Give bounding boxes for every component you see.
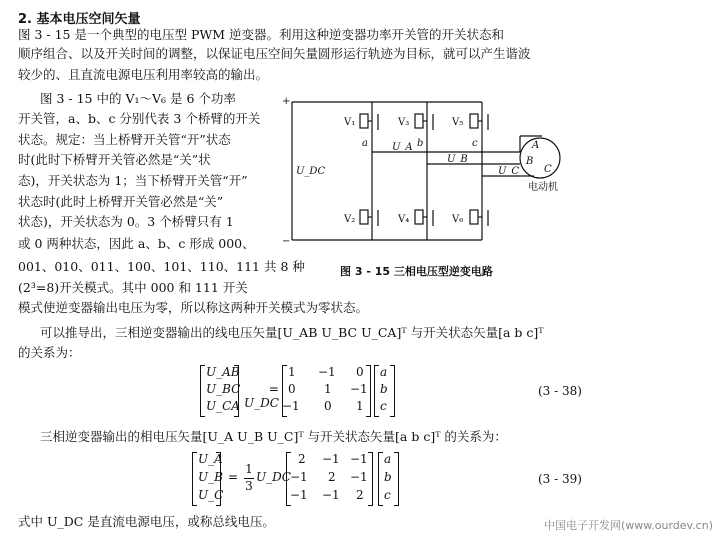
intro-line-3: 较少的、且直流电源电压利用率较高的输出。 <box>18 67 269 82</box>
eq339-vec-b: b <box>384 470 392 484</box>
eq338-m13: 0 <box>356 365 364 379</box>
intro-line-2: 顺序组合、以及开关时间的调整，以保证电压空间矢量圆形运行轨迹为目标，就可以产生谐波 <box>18 46 531 61</box>
a-label: a <box>362 138 368 149</box>
eq338-m11: 1 <box>288 365 296 379</box>
eq338-m23: −1 <box>350 382 368 396</box>
eq338-m21: 0 <box>288 382 296 396</box>
eq339-m21: −1 <box>290 470 308 484</box>
left-line-2: 开关管，a、b、c 分别代表 3 个桥臂的开关 <box>18 111 261 126</box>
section-heading: 2. 基本电压空间矢量 <box>18 12 141 27</box>
mid-line: 三相逆变器输出的相电压矢量[U_A U_B U_C]ᵀ 与开关状态矢量[a b c]ᵀ 的关系为： <box>40 429 507 444</box>
eq339-m31: −1 <box>290 488 308 502</box>
after-line-3: 的关系为： <box>18 345 81 360</box>
v3-label: V₃ <box>398 117 410 128</box>
eq339-number: (3 - 39) <box>538 472 582 486</box>
v4-label: V₄ <box>398 214 410 225</box>
eq339-vec-a: a <box>384 452 392 466</box>
after-line-1: 模式使逆变器输出电压为零，所以称这两种开关模式为零状态。 <box>18 300 369 315</box>
udc-label: U_DC <box>296 166 326 177</box>
eq338-factor: = U_DC <box>244 382 279 410</box>
eq338-m12: −1 <box>318 365 336 379</box>
eq339-lhs-3: U_C <box>198 488 224 502</box>
eq339-lhs-2: U_B <box>198 470 223 484</box>
left-line-10: (2³=8)开关模式。其中 000 和 111 开关 <box>18 280 248 295</box>
intro-line-1: 图 3 - 15 是一个典型的电压型 PWM 逆变器。利用这种逆变器功率开关管的开关状态和 <box>18 27 504 42</box>
minus-label: − <box>282 236 291 247</box>
eq338-lhs-2: U_BC <box>206 382 241 396</box>
eq338-vec-b: b <box>380 382 388 396</box>
v1-label: V₁ <box>344 117 356 128</box>
left-line-8: 或 0 两种状态，因此 a、b、c 形成 000、 <box>18 236 255 251</box>
ua-label: U_A <box>392 142 413 153</box>
uc-label: U_C <box>498 166 520 177</box>
b-label: b <box>417 138 424 149</box>
eq339-m11: 2 <box>298 452 306 466</box>
c-label: c <box>472 138 478 149</box>
eq338-number: (3 - 38) <box>538 384 582 398</box>
eq338-vec-a: a <box>380 365 388 379</box>
motor-c-label: C <box>544 164 552 175</box>
left-line-6: 状态时(此时上桥臂开关管必然是“关” <box>18 194 224 209</box>
eq339-m13: −1 <box>350 452 368 466</box>
v6-label: V₆ <box>452 214 464 225</box>
plus-label: + <box>282 96 291 107</box>
left-line-7: 状态)，开关状态为 0。3 个桥臂只有 1 <box>18 214 234 229</box>
eq339-lhs-1: U_A <box>198 452 223 466</box>
v5-label: V₅ <box>452 117 464 128</box>
eq339-vec-c: c <box>384 488 391 502</box>
eq338-lhs-1: U_AB <box>206 365 240 379</box>
left-line-5: 态)，开关状态为 1；当下桥臂开关管“开” <box>18 173 248 188</box>
watermark-text: 中国电子开发网(www.ourdev.cn) <box>543 519 713 532</box>
motor-label: 电动机 <box>528 182 558 193</box>
eq339-frac-den: 3 <box>245 479 253 493</box>
eq338-m32: 0 <box>324 399 332 413</box>
eq339-m22: 2 <box>328 470 336 484</box>
eq339-m32: −1 <box>322 488 340 502</box>
eq338-lhs-3: U_CA <box>206 399 240 413</box>
eq339-frac-num: 1 <box>245 462 253 476</box>
eq338-m31: −1 <box>282 399 300 413</box>
eq338-vec-c: c <box>380 399 387 413</box>
left-line-9: 001、010、011、100、101、110、111 共 8 种 <box>18 259 305 274</box>
ub-label: U_B <box>447 154 468 165</box>
motor-b-label: B <box>526 156 534 167</box>
eq339-m33: 2 <box>356 488 364 502</box>
footer-line: 式中 U_DC 是直流电源电压，或称总线电压。 <box>18 514 275 529</box>
motor-a-label: A <box>532 140 540 151</box>
eq338-m33: 1 <box>356 399 364 413</box>
eq339-m23: −1 <box>350 470 368 484</box>
eq339-eq: = <box>228 470 239 484</box>
after-line-2: 可以推导出，三相逆变器输出的线电压矢量[U_AB U_BC U_CA]ᵀ 与开关状态矢量[a b c]ᵀ <box>40 325 544 340</box>
eq339-m12: −1 <box>322 452 340 466</box>
inverter-circuit-diagram <box>282 92 582 257</box>
v2-label: V₂ <box>344 214 356 225</box>
left-line-3: 状态。规定：当上桥臂开关管“开”状态 <box>18 132 231 147</box>
left-line-1: 图 3 - 15 中的 V₁～V₆ 是 6 个功率 <box>40 91 236 106</box>
figure-caption: 图 3 - 15 三相电压型逆变电路 <box>340 265 493 278</box>
left-line-4: 时(此时下桥臂开关管必然是“关”状 <box>18 152 211 167</box>
eq338-m22: 1 <box>324 382 332 396</box>
eq339-udc: U_DC <box>256 470 291 484</box>
